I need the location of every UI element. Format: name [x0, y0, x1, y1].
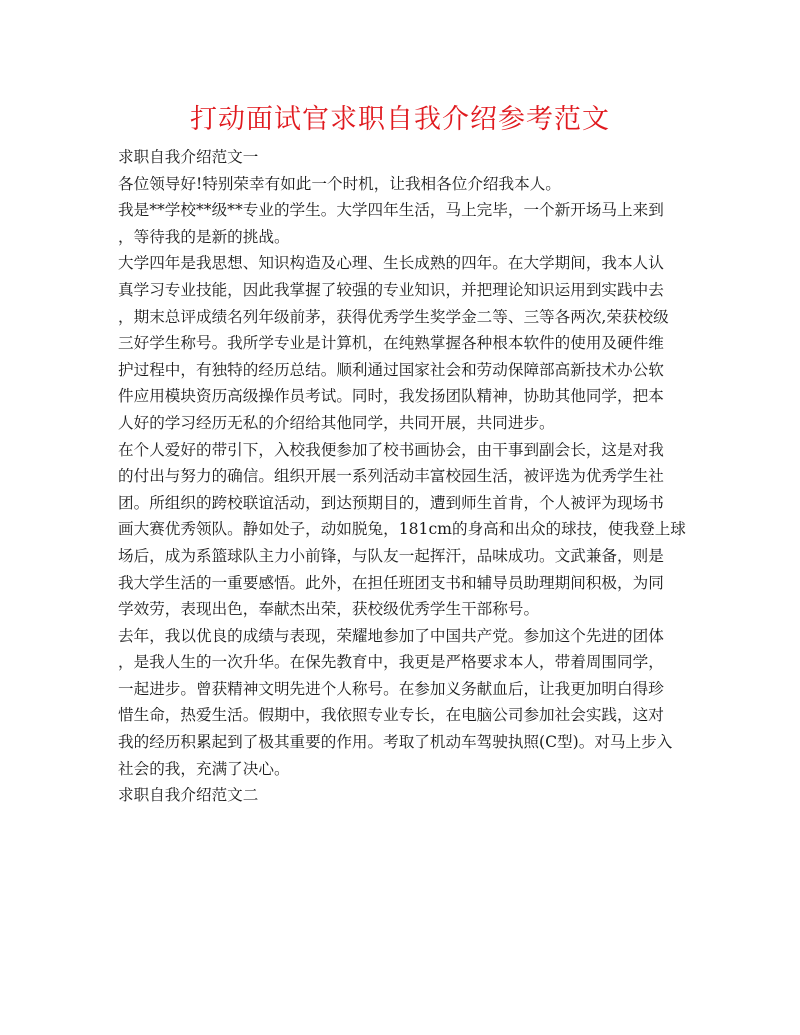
text-line: 大学四年是我思想、知识构造及心理、生长成熟的四年。在大学期间，我本人认: [118, 254, 664, 273]
text-line: 惜生命，热爱生活。假期中，我依照专业专长，在电脑公司参加社会实践，这对: [118, 706, 664, 725]
text-line: 去年，我以优良的成绩与表现，荣耀地参加了中国共产党。参加这个先进的团体: [118, 626, 664, 645]
document-body: [118, 144, 684, 809]
text-line: 各位领导好!特别荣幸有如此一个时机，让我相各位介绍我本人。: [118, 174, 561, 193]
text-line: 在个人爱好的带引下，入校我便参加了校书画协会，由干事到副会长，这是对我: [118, 440, 664, 459]
heading-sample-2: 求职自我介绍范文二: [118, 786, 259, 805]
text-line: ，是我人生的一次升华。在保先教育中，我更是严格要求本人，带着周围同学，: [118, 653, 664, 672]
text-line: 学效劳，表现出色，奉献杰出荣，获校级优秀学生干部称号。: [118, 600, 540, 619]
text-line: 真学习专业技能，因此我掌握了较强的专业知识，并把理论知识运用到实践中去: [118, 280, 664, 299]
text-line: ，等待我的是新的挑战。: [118, 227, 290, 246]
text-line: 场后，成为系篮球队主力小前锋，与队友一起挥汗，品味成功。文武兼备，则是: [118, 546, 664, 565]
heading-sample-1: 求职自我介绍范文一: [118, 148, 259, 166]
text-line: 人好的学习经历无私的介绍给其他同学，共同开展，共同进步。: [118, 413, 555, 432]
text-line: 画大赛优秀领队。静如处子，动如脱兔，181cm的身高和出众的球技，使我登上球: [118, 520, 686, 539]
text-line: ，期末总评成绩名列年级前茅，获得优秀学生奖学金二等、三等各两次,荣获校级: [118, 307, 669, 326]
text-line: 社会的我，充满了决心。: [118, 759, 290, 778]
text-line: 我大学生活的一重要感悟。此外，在担任班团支书和辅导员助理期间积极，为同: [118, 573, 664, 592]
text-line: 的付出与努力的确信。组织开展一系列活动丰富校园生活，被评选为优秀学生社: [118, 467, 664, 486]
text-line: 我是**学校**级**专业的学生。大学四年生活，马上完毕，一个新开场马上来到: [118, 201, 664, 220]
text-line: 护过程中，有独特的经历总结。顺利通过国家社会和劳动保障部高新技术办公软: [118, 360, 664, 379]
document-title: 打动面试官求职自我介绍参考范文: [190, 104, 610, 135]
text-line: 件应用模块资历高级操作员考试。同时，我发扬团队精神，协助其他同学，把本: [118, 387, 664, 406]
text-line: 团。所组织的跨校联谊活动，到达预期目的，遭到师生首肯，个人被评为现场书: [118, 493, 664, 512]
text-line: 我的经历积累起到了极其重要的作用。考取了机动车驾驶执照(C型)。对马上步入: [118, 733, 673, 752]
text-line: 三好学生称号。我所学专业是计算机，在纯熟掌握各种根本软件的使用及硬件维: [118, 334, 664, 353]
text-line: 一起进步。曾获精神文明先进个人称号。在参加义务献血后，让我更加明白得珍: [118, 679, 664, 698]
